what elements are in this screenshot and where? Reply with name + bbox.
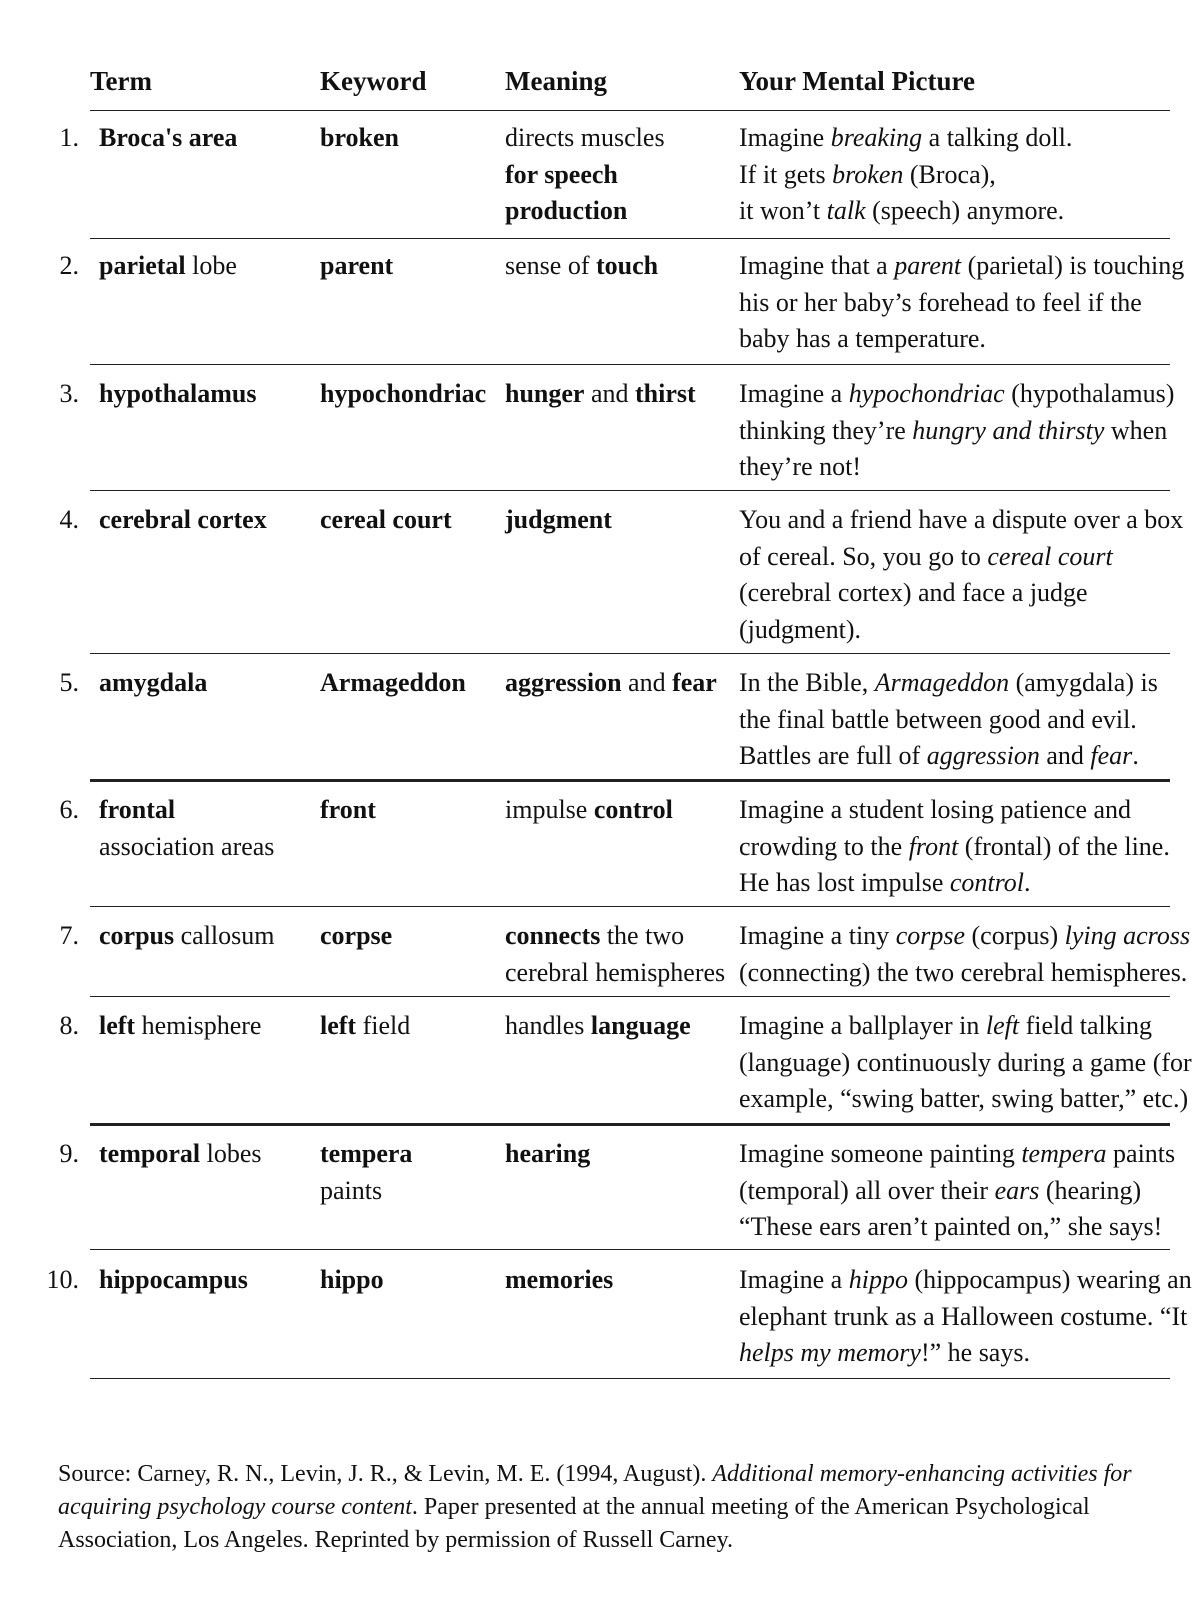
text-run: Source: Carney, R. N., Levin, J. R., & Levin, M. E. (1994, August). <box>58 1461 713 1487</box>
cell-line <box>739 829 1170 866</box>
row-number: 2. <box>59 251 79 280</box>
text-run: of cereal. So, you go to <box>739 541 988 571</box>
row-number: 10. <box>46 1265 79 1294</box>
text-run: control <box>593 795 673 824</box>
cell-line <box>99 792 274 829</box>
text-run: left <box>320 1011 357 1040</box>
text-run: lobes <box>200 1139 262 1168</box>
text-run: Imagine someone painting <box>739 1139 1022 1168</box>
text-run: paints <box>320 1175 383 1205</box>
text-run: Imagine a tiny <box>739 921 896 950</box>
cell-line <box>739 1299 1192 1336</box>
text-run: thinking they’re <box>739 415 913 445</box>
mental-picture-cell <box>739 248 1184 358</box>
text-run: cereal court <box>987 541 1113 571</box>
text-run: hemisphere <box>135 1011 262 1040</box>
cell-line <box>739 321 1184 358</box>
text-run: If it gets <box>739 159 833 189</box>
meaning-cell <box>505 248 658 285</box>
cell-line <box>739 1209 1175 1246</box>
row-number: 8. <box>59 1011 79 1040</box>
text-run: corpse <box>320 921 393 950</box>
text-run: cerebral cortex <box>99 505 267 534</box>
text-run: Broca's area <box>99 123 238 152</box>
table-rule <box>90 238 1170 239</box>
cell-line <box>739 1173 1175 1210</box>
text-run: (parietal) is touching <box>961 251 1185 280</box>
text-run: (speech) anymore. <box>865 196 1065 225</box>
term-cell <box>99 502 267 539</box>
table-rule <box>90 1123 1170 1126</box>
meaning-cell <box>505 502 612 539</box>
mental-picture-cell <box>739 502 1183 648</box>
text-run: hunger <box>505 379 585 408</box>
cell-line <box>99 1262 248 1299</box>
text-run: field <box>356 1011 411 1040</box>
cell-line <box>505 918 725 955</box>
table-rule <box>90 1378 1170 1379</box>
mental-picture-cell <box>739 1136 1175 1246</box>
text-run: connects <box>505 921 601 950</box>
text-run: his or her baby’s forehead to feel if the <box>739 287 1142 317</box>
mental-picture-cell <box>739 665 1158 775</box>
keyword-cell <box>320 1136 412 1209</box>
text-run: control <box>949 868 1025 897</box>
cell-line <box>739 1136 1175 1173</box>
text-run: He has lost impulse <box>739 868 950 897</box>
cell-line <box>739 918 1190 955</box>
text-run: You and a friend have a dispute over a box <box>739 505 1184 534</box>
term-cell <box>99 248 237 285</box>
text-run: tempera <box>1021 1139 1107 1168</box>
text-run: when <box>1104 415 1168 445</box>
text-run: a talking doll. <box>922 123 1073 152</box>
text-run: temporal <box>99 1139 201 1168</box>
text-run: Imagine a ballplayer in <box>739 1011 986 1040</box>
cell-line <box>739 955 1190 992</box>
cell-line <box>99 248 237 285</box>
text-run: left <box>99 1011 136 1040</box>
cell-line <box>320 120 399 157</box>
table-rule <box>90 996 1170 997</box>
header-meaning: Meaning <box>505 66 608 96</box>
text-run: breaking <box>830 123 923 152</box>
text-run: . Paper presented at the annual meeting of the American Psychological Association, Los Angeles. Reprinted by permission of Russell Carney. <box>58 1494 1090 1553</box>
text-run: paints <box>1106 1139 1176 1168</box>
mental-picture-cell <box>739 376 1174 486</box>
cell-line <box>739 702 1158 739</box>
text-run: talk <box>826 196 866 225</box>
row-number: 6. <box>59 795 79 824</box>
cell-line <box>505 665 717 702</box>
text-run: judgment <box>505 505 612 534</box>
text-run: for speech <box>505 159 618 189</box>
cell-line <box>739 792 1170 829</box>
text-run: helps my memory <box>739 1338 921 1367</box>
term-cell <box>99 1262 248 1299</box>
cell-line <box>739 449 1174 486</box>
table-rule <box>90 364 1170 365</box>
text-run: . <box>1132 741 1139 770</box>
text-run: parent <box>320 251 394 280</box>
row-number: 5. <box>59 668 79 697</box>
cell-line <box>739 1262 1192 1299</box>
text-run: aggression <box>926 741 1040 770</box>
cell-line <box>739 376 1174 413</box>
text-run: corpus <box>99 921 175 950</box>
text-run: Additional memory-enhancing activities for acquiring psychology course content <box>58 1461 1132 1520</box>
text-run: (corpus) <box>965 921 1065 950</box>
text-run: Imagine that a <box>739 251 895 280</box>
text-run: broken <box>832 159 904 189</box>
text-run: (judgment). <box>739 614 862 644</box>
text-run: Imagine a <box>739 379 849 408</box>
text-run: cerebral hemispheres <box>505 957 726 987</box>
cell-line <box>505 120 665 157</box>
cell-line <box>505 376 696 413</box>
meaning-cell <box>505 1262 613 1299</box>
cell-line <box>739 1008 1192 1045</box>
text-run: touch <box>595 251 659 280</box>
text-run: ears <box>994 1175 1040 1205</box>
cell-line <box>739 612 1183 649</box>
meaning-cell <box>505 120 665 230</box>
text-run: hungry and thirsty <box>912 415 1105 445</box>
text-run: Imagine a <box>739 1265 849 1294</box>
cell-line <box>505 792 673 829</box>
keyword-cell <box>320 120 399 157</box>
text-run: and <box>584 379 636 408</box>
text-run: (Broca), <box>903 159 996 189</box>
text-run: directs muscles <box>505 123 665 152</box>
text-run: . <box>1024 868 1031 897</box>
cell-line <box>505 193 665 230</box>
cell-line <box>739 120 1072 157</box>
text-run: hypochondriac <box>848 379 1005 408</box>
cell-line <box>99 502 267 539</box>
text-run: sense of <box>505 251 596 280</box>
cell-line <box>320 248 393 285</box>
text-run: In the Bible, <box>739 668 875 697</box>
text-run: Battles are full of <box>739 741 927 770</box>
term-cell <box>99 120 237 157</box>
term-cell <box>99 1136 261 1173</box>
keyword-cell <box>320 248 393 285</box>
text-run: it won’t <box>739 196 827 225</box>
text-run: language <box>590 1011 691 1040</box>
text-run: (hearing) <box>1039 1175 1142 1205</box>
keyword-cell <box>320 792 376 829</box>
text-run: corpse <box>895 921 966 950</box>
text-run: they’re not! <box>739 452 862 481</box>
text-run: aggression <box>505 668 622 697</box>
cell-line <box>505 157 665 194</box>
text-run: callosum <box>174 921 275 950</box>
text-run: fear <box>1090 741 1133 770</box>
meaning-cell <box>505 376 696 413</box>
keyword-cell <box>320 502 452 539</box>
cell-line <box>505 248 658 285</box>
text-run: cereal court <box>320 505 452 534</box>
cell-line <box>320 1008 410 1045</box>
cell-line <box>320 792 376 829</box>
cell-line <box>739 285 1184 322</box>
term-cell <box>99 918 275 955</box>
cell-line <box>739 193 1072 230</box>
text-run: elephant trunk as a Halloween costume. “It <box>739 1301 1188 1331</box>
header-keyword: Keyword <box>320 66 427 96</box>
text-run: left <box>985 1011 1020 1040</box>
keyword-cell <box>320 1262 384 1299</box>
header-term: Term <box>90 66 152 96</box>
row-number: 1. <box>59 123 79 152</box>
cell-line <box>505 1262 613 1299</box>
text-run: Armageddon <box>874 668 1010 697</box>
text-run: Armageddon <box>320 668 466 697</box>
text-run: hypochondriac <box>320 379 487 408</box>
cell-line <box>320 376 486 413</box>
text-run: frontal <box>99 795 176 824</box>
text-run: front <box>908 831 959 861</box>
cell-line <box>99 1008 261 1045</box>
text-run: impulse <box>505 795 594 824</box>
cell-line <box>739 248 1184 285</box>
table-rule <box>90 653 1170 654</box>
row-number: 7. <box>59 921 79 950</box>
text-run: (hippocampus) wearing an <box>907 1265 1192 1294</box>
cell-line <box>99 665 207 702</box>
row-number: 9. <box>59 1139 79 1168</box>
text-run: field talking <box>1019 1011 1152 1040</box>
text-run: example, “swing batter, swing batter,” etc.) <box>739 1084 1189 1113</box>
cell-line <box>320 665 466 702</box>
text-run: hippo <box>848 1265 908 1294</box>
cell-line <box>739 575 1183 612</box>
term-cell <box>99 376 257 413</box>
table-rule <box>90 906 1170 907</box>
cell-line <box>739 502 1183 539</box>
text-run: memories <box>505 1265 614 1294</box>
text-run: lobe <box>185 251 237 280</box>
cell-line <box>320 1136 412 1173</box>
keyword-cell <box>320 918 392 955</box>
cell-line <box>739 157 1072 194</box>
cell-line <box>320 1262 384 1299</box>
mental-picture-cell <box>739 1262 1192 1372</box>
text-run: crowding to the <box>739 831 909 861</box>
meaning-cell <box>505 665 717 702</box>
text-run: Imagine a student losing patience and <box>739 795 1132 824</box>
cell-line <box>739 1045 1192 1082</box>
keyword-cell <box>320 665 466 702</box>
text-run: hearing <box>505 1139 591 1168</box>
keyword-cell <box>320 1008 410 1045</box>
cell-line <box>505 1008 691 1045</box>
cell-line <box>99 120 237 157</box>
mental-picture-cell <box>739 120 1072 230</box>
text-run: “These ears aren’t painted on,” she says! <box>739 1212 1163 1241</box>
text-run: lying across <box>1064 921 1191 950</box>
text-run: association areas <box>99 831 275 861</box>
text-run: (temporal) all over their <box>739 1175 995 1205</box>
keyword-cell <box>320 376 486 413</box>
cell-line <box>320 1173 412 1210</box>
table-rule <box>90 110 1170 111</box>
text-run: handles <box>505 1011 591 1040</box>
text-run: (language) continuously during a game (for <box>739 1047 1192 1077</box>
text-run: (hypothalamus) <box>1004 379 1175 408</box>
text-run: (amygdala) is <box>1009 668 1158 697</box>
header-mental-picture: Your Mental Picture <box>739 66 975 96</box>
text-run: parent <box>894 251 962 280</box>
mental-picture-cell <box>739 792 1170 902</box>
cell-line <box>99 918 275 955</box>
cell-line <box>99 376 257 413</box>
text-run: thirst <box>635 379 696 408</box>
meaning-cell <box>505 1008 691 1045</box>
text-run: broken <box>320 123 399 152</box>
text-run: baby has a temperature. <box>739 324 986 353</box>
row-number: 4. <box>59 505 79 534</box>
text-run: production <box>505 196 628 225</box>
meaning-cell <box>505 918 725 991</box>
cell-line <box>505 502 612 539</box>
cell-line <box>320 502 452 539</box>
table-rule <box>90 779 1170 782</box>
text-run: hippo <box>320 1265 384 1294</box>
text-run: hypothalamus <box>99 379 257 408</box>
text-run: amygdala <box>99 668 208 697</box>
table-rule <box>90 490 1170 491</box>
cell-line <box>739 1335 1192 1372</box>
text-run: (connecting) the two cerebral hemispheres. <box>739 957 1188 987</box>
cell-line <box>99 829 274 866</box>
mental-picture-cell <box>739 1008 1192 1118</box>
text-run: tempera <box>320 1139 413 1168</box>
cell-line <box>739 865 1170 902</box>
text-run: and <box>621 668 673 697</box>
text-run: the two <box>600 921 685 950</box>
text-run: the final battle between good and evil. <box>739 704 1137 734</box>
text-run: fear <box>672 668 717 697</box>
cell-line <box>320 918 392 955</box>
text-run: (cerebral cortex) and face a judge <box>739 578 1088 607</box>
row-number: 3. <box>59 379 79 408</box>
term-cell <box>99 665 207 702</box>
cell-line <box>739 665 1158 702</box>
term-cell <box>99 792 274 865</box>
mental-picture-cell <box>739 918 1190 991</box>
text-run: and <box>1039 741 1091 770</box>
text-run: front <box>320 795 376 824</box>
text-run: (frontal) of the line. <box>958 831 1170 861</box>
cell-line <box>739 738 1158 775</box>
term-cell <box>99 1008 261 1045</box>
table-rule <box>90 1249 1170 1250</box>
text-run: parietal <box>99 251 186 280</box>
cell-line <box>739 413 1174 450</box>
text-run: hippocampus <box>99 1265 248 1294</box>
cell-line <box>505 955 725 992</box>
meaning-cell <box>505 792 673 829</box>
cell-line <box>505 1136 590 1173</box>
meaning-cell <box>505 1136 590 1173</box>
source-citation <box>58 1458 1188 1557</box>
cell-line <box>739 1081 1192 1118</box>
cell-line <box>99 1136 261 1173</box>
text-run: Imagine <box>739 123 831 152</box>
text-run: !” he says. <box>920 1338 1030 1367</box>
cell-line <box>739 539 1183 576</box>
